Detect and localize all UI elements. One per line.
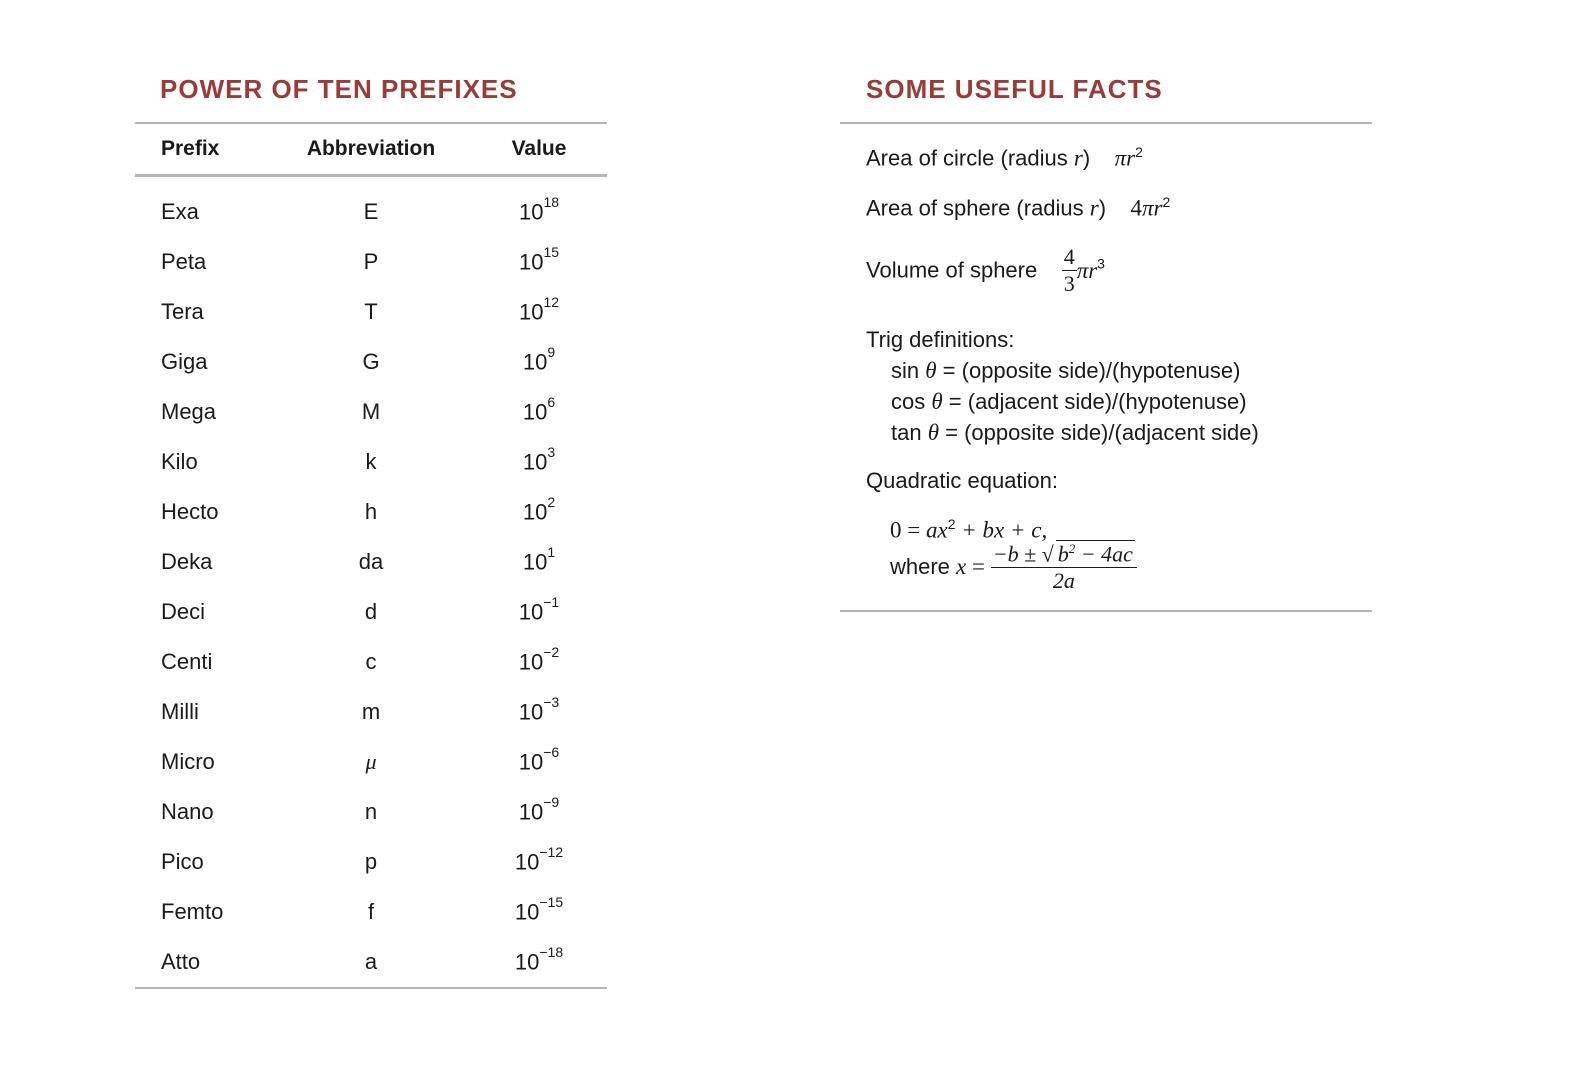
- table-row: [135, 237, 607, 287]
- value-exponent: −15: [539, 894, 564, 911]
- trig-sin: [866, 357, 1259, 385]
- table-row: [135, 637, 607, 687]
- quad-zero: 0 =: [890, 517, 926, 543]
- prefix-name: Atto: [161, 949, 201, 974]
- quad-x: x: [956, 554, 967, 580]
- quadratic-numerator: −b ± √ $b^2 - 4ac$: [991, 540, 1137, 568]
- value-base: 10: [522, 449, 548, 475]
- prefixes-bottom-rule: [135, 987, 607, 989]
- value-exponent: −6: [543, 744, 560, 761]
- circle-label-close: ): [1082, 145, 1091, 171]
- prefix-table: [135, 124, 607, 987]
- quad-ax: ax: [925, 517, 948, 543]
- quadratic-label: Quadratic equation:: [866, 468, 1059, 493]
- value-base: 10: [518, 599, 544, 625]
- value-exponent: −12: [539, 844, 564, 861]
- sphere-volume-exponent: 3: [1097, 255, 1105, 272]
- column-header-value: Value: [471, 124, 607, 176]
- column-header-prefix: Prefix: [135, 124, 271, 176]
- prefix-abbreviation: T: [364, 299, 378, 324]
- sphere-radius-var: r: [1089, 195, 1099, 221]
- value-base: 10: [518, 299, 544, 325]
- prefix-abbreviation: p: [364, 849, 378, 874]
- table-row: [135, 437, 607, 487]
- prefix-abbreviation: M: [361, 399, 381, 424]
- prefix-abbreviation: a: [364, 949, 378, 974]
- prefixes-heading: POWER OF TEN PREFIXES: [160, 74, 518, 104]
- value-exponent: −2: [543, 644, 560, 661]
- prefix-name: Centi: [161, 649, 213, 674]
- sphere-area-fact: [866, 194, 1170, 222]
- value-exponent: 2: [547, 494, 556, 511]
- prefix-value: [471, 337, 607, 387]
- trig-sin-fn: sin: [891, 358, 926, 384]
- value-base: 10: [518, 699, 544, 725]
- trig-tan-theta: θ: [927, 419, 940, 445]
- quad-ax-exp: 2: [947, 516, 956, 532]
- prefix-abbreviation: m: [361, 699, 381, 724]
- prefix-value: [471, 537, 607, 587]
- prefix-name: Deci: [161, 599, 206, 624]
- prefix-table-body: [135, 176, 607, 988]
- value-base: 10: [514, 849, 540, 875]
- prefix-value: [471, 637, 607, 687]
- table-row: [135, 937, 607, 987]
- prefix-value: [471, 587, 607, 637]
- sphere-volume-fact: [866, 244, 1105, 298]
- quadratic-denominator: 2a: [1052, 568, 1075, 594]
- prefix-name: Micro: [161, 749, 215, 774]
- sphere-area-coefficient: 4: [1130, 195, 1143, 221]
- prefix-value: [471, 176, 607, 238]
- prefix-value: [471, 937, 607, 987]
- table-row: [135, 176, 607, 238]
- prefix-abbreviation: E: [363, 199, 379, 224]
- prefix-value: [471, 387, 607, 437]
- prefix-name: Exa: [161, 199, 199, 224]
- trig-cos-rhs: = (adjacent side)/(hypotenuse): [942, 388, 1247, 414]
- prefix-name: Kilo: [161, 449, 198, 474]
- value-exponent: 3: [547, 444, 556, 461]
- trig-tan-fn: tan: [891, 419, 928, 445]
- quad-sqrt-b: b: [1057, 541, 1069, 567]
- prefix-abbreviation: c: [365, 649, 377, 674]
- prefix-name: Femto: [161, 899, 224, 924]
- value-exponent: 1: [547, 544, 556, 561]
- table-row: [135, 287, 607, 337]
- circle-area-formula: πr: [1114, 145, 1136, 171]
- value-base: 10: [518, 749, 544, 775]
- value-exponent: −9: [543, 794, 560, 811]
- value-base: 10: [518, 649, 544, 675]
- quadratic-fraction: [991, 540, 1137, 594]
- table-row: [135, 737, 607, 787]
- prefix-value: [471, 887, 607, 937]
- column-header-abbreviation: Abbreviation: [271, 124, 471, 176]
- circle-area-fact: [866, 144, 1143, 172]
- sphere-area-label: Area of sphere (radius: [866, 195, 1090, 221]
- trig-definitions: [866, 327, 1259, 446]
- prefix-value: [471, 837, 607, 887]
- trig-sin-rhs: = (opposite side)/(hypotenuse): [936, 358, 1241, 384]
- prefix-abbreviation: f: [367, 899, 375, 924]
- prefix-name: Hecto: [161, 499, 219, 524]
- value-exponent: 6: [547, 394, 556, 411]
- fraction-numerator: 4: [1062, 244, 1077, 271]
- circle-area-exponent: 2: [1135, 144, 1143, 160]
- table-row: [135, 887, 607, 937]
- value-exponent: −3: [543, 694, 560, 711]
- prefix-value: [471, 787, 607, 837]
- prefix-name: Tera: [161, 299, 204, 324]
- value-base: 10: [518, 799, 544, 825]
- prefix-value: [471, 437, 607, 487]
- prefix-abbreviation: P: [363, 249, 379, 274]
- prefix-value: [471, 687, 607, 737]
- table-row: [135, 537, 607, 587]
- prefix-abbreviation: k: [365, 449, 377, 474]
- value-exponent: 15: [543, 244, 560, 261]
- trig-cos-fn: cos: [891, 388, 932, 414]
- value-base: 10: [522, 549, 548, 575]
- facts-bottom-rule: [840, 610, 1372, 612]
- prefix-value: [471, 237, 607, 287]
- facts-heading: SOME USEFUL FACTS: [866, 74, 1163, 104]
- value-base: 10: [522, 349, 548, 375]
- quad-minus-b: −b ±: [992, 541, 1042, 567]
- prefix-value: [471, 487, 607, 537]
- trig-cos: [866, 388, 1259, 416]
- circle-area-label: Area of circle (radius: [866, 145, 1074, 171]
- table-row: [135, 387, 607, 437]
- value-base: 10: [522, 399, 548, 425]
- sphere-label-close: ): [1098, 195, 1107, 221]
- prefix-abbreviation: d: [364, 599, 378, 624]
- trig-tan: [866, 419, 1259, 447]
- trig-cos-theta: θ: [931, 388, 943, 414]
- table-row: [135, 837, 607, 887]
- value-exponent: 18: [543, 194, 560, 211]
- trig-tan-rhs: = (opposite side)/(adjacent side): [939, 419, 1259, 445]
- value-exponent: 9: [547, 344, 556, 361]
- sphere-area-exponent: 2: [1162, 194, 1171, 210]
- quad-rest: + bx + c,: [955, 517, 1048, 543]
- sphere-volume-formula: πr: [1076, 258, 1098, 284]
- quad-sqrt-rest: − 4ac: [1075, 541, 1133, 567]
- quad-where: where: [890, 554, 957, 580]
- trig-sin-theta: θ: [925, 358, 937, 384]
- quadratic-solution: [890, 540, 1137, 594]
- value-exponent: 12: [543, 294, 560, 311]
- facts-top-rule: [840, 122, 1372, 124]
- table-row: [135, 587, 607, 637]
- prefix-name: Peta: [161, 249, 207, 274]
- quad-sqrt-exp: 2: [1068, 541, 1076, 556]
- prefix-value: [471, 287, 607, 337]
- prefix-value: [471, 737, 607, 787]
- value-base: 10: [522, 499, 548, 525]
- value-exponent: −1: [543, 594, 560, 611]
- prefix-name: Mega: [161, 399, 217, 424]
- prefix-name: Pico: [161, 849, 204, 874]
- table-row: [135, 787, 607, 837]
- value-base: 10: [514, 949, 540, 975]
- prefix-abbreviation: da: [358, 549, 384, 574]
- prefix-abbreviation: μ: [365, 749, 377, 774]
- prefix-name: Deka: [161, 549, 213, 574]
- prefix-abbreviation: G: [362, 349, 380, 374]
- table-row: [135, 337, 607, 387]
- prefix-abbreviation: h: [364, 499, 378, 524]
- table-row: [135, 687, 607, 737]
- prefix-name: Nano: [161, 799, 214, 824]
- prefix-abbreviation: n: [364, 799, 378, 824]
- value-exponent: −18: [539, 944, 564, 961]
- quad-sqrt: [1056, 540, 1135, 567]
- quad-equals: =: [966, 554, 991, 580]
- trig-label: Trig definitions:: [866, 327, 1015, 352]
- value-base: 10: [514, 899, 540, 925]
- sphere-area-formula: πr: [1142, 195, 1163, 221]
- fraction-denominator: 3: [1063, 271, 1075, 297]
- value-base: 10: [518, 249, 544, 275]
- table-row: [135, 487, 607, 537]
- prefix-name: Milli: [161, 699, 199, 724]
- prefix-name: Giga: [161, 349, 208, 374]
- sphere-volume-label: Volume of sphere: [866, 257, 1038, 283]
- circle-radius-var: r: [1073, 145, 1083, 171]
- value-base: 10: [518, 199, 544, 225]
- prefix-table-header: [135, 124, 607, 176]
- four-thirds-fraction: [1062, 244, 1077, 298]
